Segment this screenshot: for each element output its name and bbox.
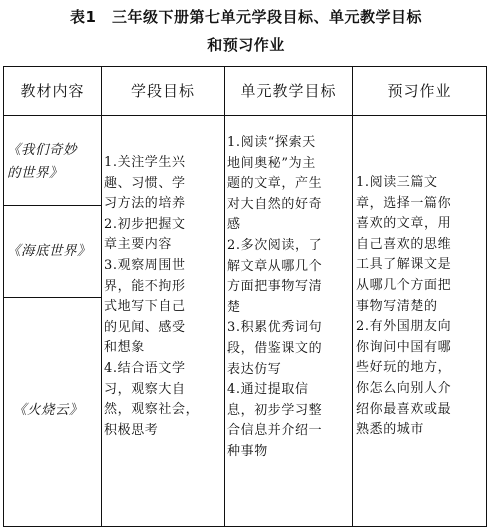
textbook-item-2: 《海底世界》 <box>7 243 91 259</box>
book-row-divider-1 <box>4 205 101 206</box>
header-stage-goals: 学段目标 <box>130 82 195 100</box>
stage-goals-text: 1.关注学生兴 趣、习惯、学 习方法的培养 2.初步把握文 章主要内容 3.观察周围世 界，能不拘形 式地写下自己 的见闻、感受 和想象 4.结合语文学 习，观察大自 然，观察社会， 积极思考 <box>104 155 200 438</box>
header-textbook-content: 教材内容 <box>20 82 85 100</box>
header-preview-homework: 预习作业 <box>387 82 452 100</box>
header-unit-teaching-goals: 单元教学目标 <box>240 82 337 100</box>
book-row-divider-2 <box>4 297 101 298</box>
col-divider-3 <box>352 67 353 526</box>
textbook-item-1: 《我们奇妙 的世界》 <box>7 142 77 181</box>
textbook-item-3: 《火烧云》 <box>13 402 83 418</box>
table-title-line1: 表1 三年级下册第七单元学段目标、单元教学目标 <box>70 8 422 26</box>
goals-table <box>3 66 487 527</box>
table-title-line2: 和预习作业 <box>207 36 285 54</box>
header-divider <box>4 115 486 116</box>
col-divider-2 <box>224 67 225 526</box>
col-divider-1 <box>101 67 102 526</box>
unit-teaching-goals-text: 1.阅读“探索天 地间奥秘”为主 题的文章，产生 对大自然的好奇 感 2.多次阅读，了 解文章从哪几个 方面把事物写清 楚 3.积累优秀词句 段，借鉴课文的 表达仿写 4.通过提取信 息，初步学习整 合信息并介绍一 种事物 <box>227 135 323 459</box>
preview-homework-text: 1.阅读三篇文 章，选择一篇你 喜欢的文章，用 自己喜欢的思维 工具了解课文是 从哪几个方面把 事物写清楚的 2.有外国朋友向 你询问中国有哪 些好玩的地方， 你怎么向别人介 绍你最喜欢或最 熟悉的城市 <box>356 175 452 438</box>
